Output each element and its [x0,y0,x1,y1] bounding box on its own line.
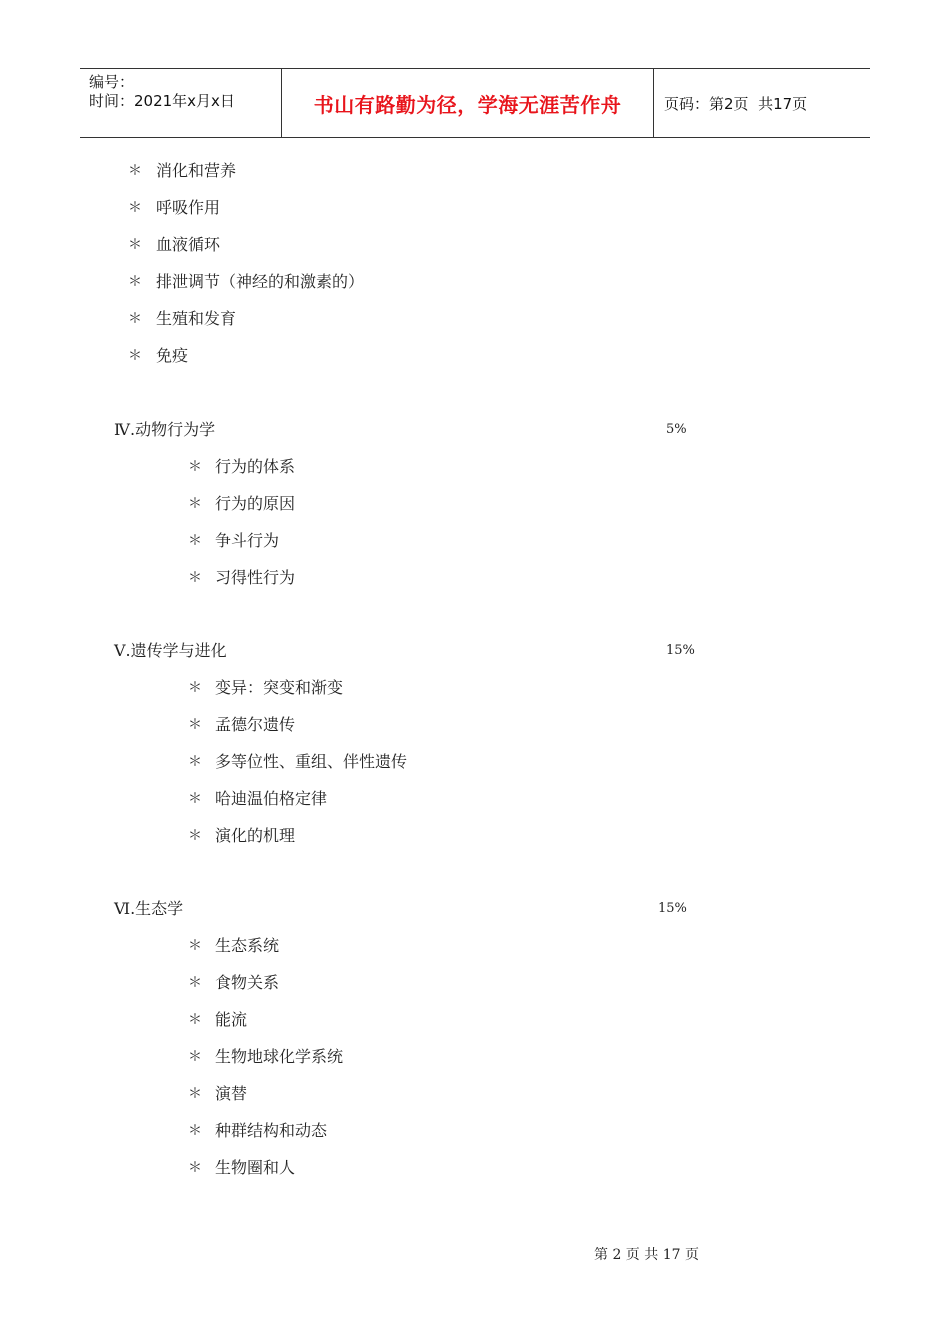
list-item: 食物关系 [215,973,280,992]
section-percent: 15% [658,901,687,916]
date-label: 时间：2021年x月x日 [89,92,235,110]
section-title: Ⅴ.遗传学与进化 [114,641,227,660]
list-item: 哈迪温伯格定律 [215,789,328,808]
document-header [80,68,870,138]
list-item: 演化的机理 [215,826,296,845]
section-title: Ⅳ.动物行为学 [114,420,216,439]
bullet-icon: ＊ [188,1123,202,1139]
page-footer: 第 2 页 共 17 页 [594,1247,699,1263]
bullet-icon: ＊ [188,570,202,586]
bullet-icon: ＊ [188,717,202,733]
bullet-icon: ＊ [188,1160,202,1176]
header-meta-cell [80,69,282,137]
bullet-icon: ＊ [188,496,202,512]
bullet-icon: ＊ [188,938,202,954]
header-motto-cell [282,69,654,137]
list-item: 生态系统 [215,936,280,955]
list-item: 行为的原因 [215,494,296,513]
section-percent: 15% [666,643,695,658]
bullet-icon: ＊ [188,1049,202,1065]
list-item: 演替 [215,1084,248,1103]
list-item: 多等位性、重组、伴性遗传 [215,752,408,771]
header-page-info: 页码：第2页 共17页 [664,94,808,113]
list-item: 变异：突变和渐变 [215,678,344,697]
section-title: Ⅵ.生态学 [114,899,184,918]
list-item: 能流 [215,1010,248,1029]
list-item: 习得性行为 [215,568,296,587]
list-item: 血液循环 [156,235,221,254]
list-item: 生物圈和人 [215,1158,296,1177]
bullet-icon: ＊ [188,1012,202,1028]
list-item: 消化和营养 [156,161,237,180]
bullet-icon: ＊ [128,200,142,216]
bullet-icon: ＊ [188,754,202,770]
bullet-icon: ＊ [128,311,142,327]
list-item: 孟德尔遗传 [215,715,296,734]
bullet-icon: ＊ [188,828,202,844]
bullet-icon: ＊ [128,274,142,290]
list-item: 生物地球化学系统 [215,1047,344,1066]
list-item: 生殖和发育 [156,309,237,328]
number-label: 编号： [89,73,135,91]
list-item: 种群结构和动态 [215,1121,328,1140]
section-percent: 5% [666,422,687,437]
motto-text: 书山有路勤为径，学海无涯苦作舟 [313,92,622,117]
list-item: 争斗行为 [215,531,280,550]
bullet-icon: ＊ [188,680,202,696]
bullet-icon: ＊ [188,459,202,475]
list-item: 行为的体系 [215,457,296,476]
bullet-icon: ＊ [188,791,202,807]
bullet-icon: ＊ [188,533,202,549]
bullet-icon: ＊ [128,348,142,364]
bullet-icon: ＊ [188,1086,202,1102]
bullet-icon: ＊ [128,163,142,179]
bullet-icon: ＊ [188,975,202,991]
bullet-icon: ＊ [128,237,142,253]
list-item: 免疫 [156,346,189,365]
list-item: 呼吸作用 [156,198,221,217]
list-item: 排泄调节（神经的和激素的） [156,272,365,291]
